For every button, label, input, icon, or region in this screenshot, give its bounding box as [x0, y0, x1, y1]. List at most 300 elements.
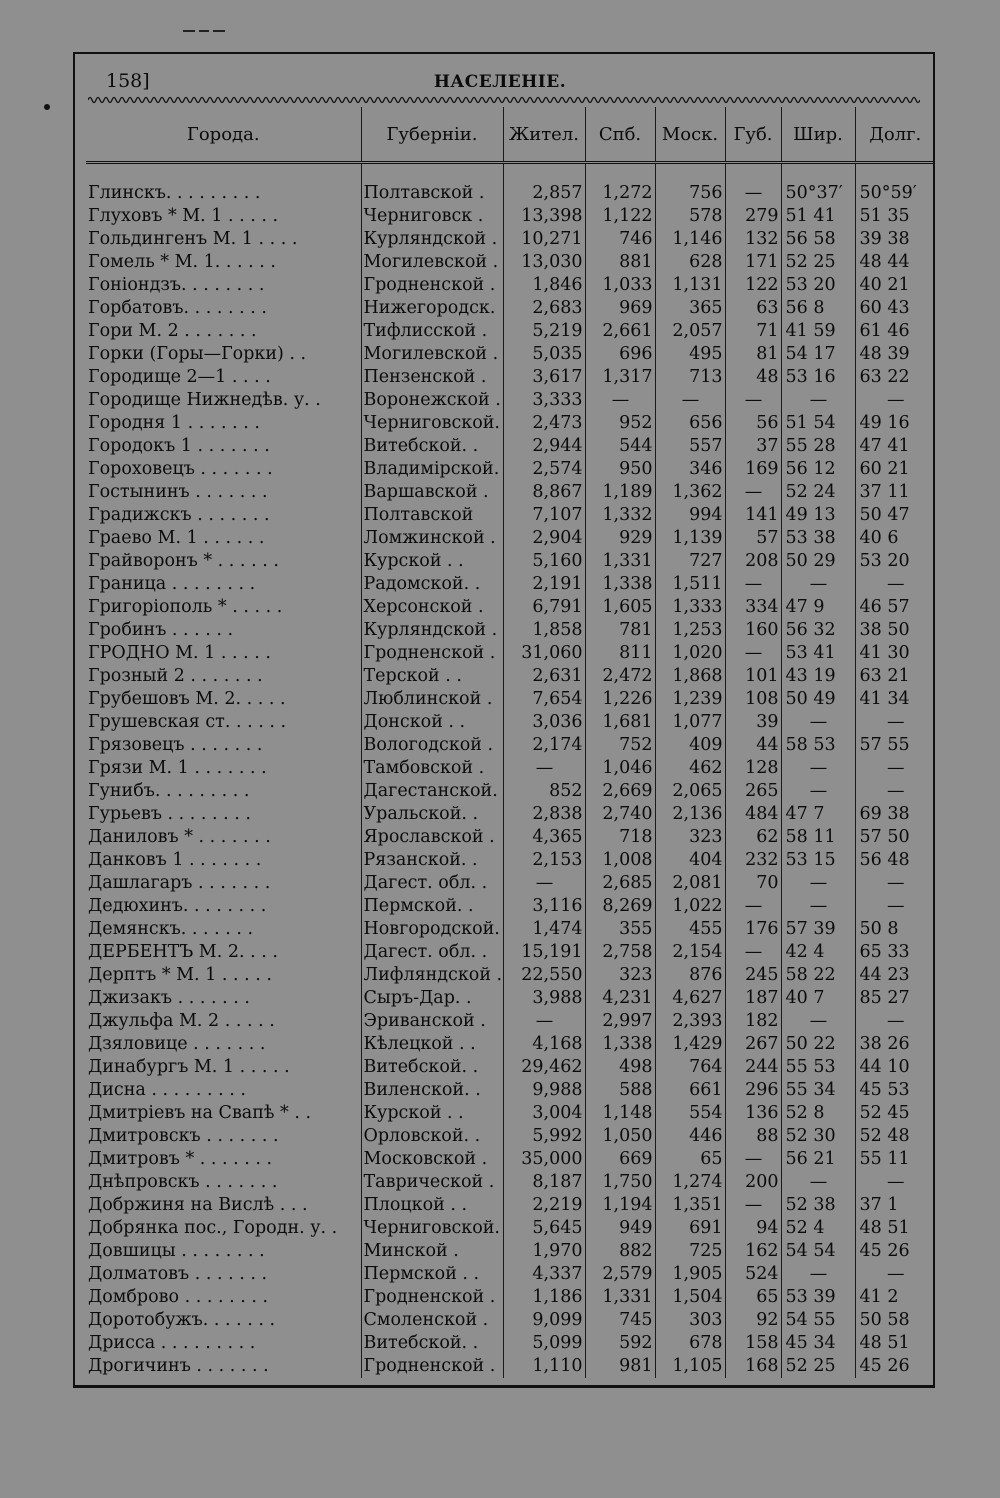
cell-dist-spb: 718: [585, 826, 655, 849]
cell-longitude: —: [887, 896, 905, 916]
cell-dist-spb: 1,148: [585, 1102, 655, 1125]
cell-latitude: 58 53: [781, 734, 855, 757]
cell-province: Владимірской.: [361, 458, 503, 481]
cell-dist-spb: 1,046: [585, 757, 655, 780]
cell-dist-gub: 187: [725, 987, 781, 1010]
table-row: [86, 1286, 935, 1309]
cell-latitude: 53 20: [781, 274, 855, 297]
table-row: [86, 320, 935, 343]
cell-longitude: 60 21: [859, 459, 910, 479]
cell-dist-spb: 1,272: [585, 182, 655, 205]
cell-dist-moscow: 455: [655, 918, 725, 941]
cell-province: Нижегородск.: [361, 297, 503, 320]
cell-longitude: 56 48: [859, 850, 910, 870]
cell-dist-moscow: 656: [655, 412, 725, 435]
cell-city: Грозный 2 . . . . . . .: [86, 665, 361, 688]
cell-inhabitants: 1,970: [503, 1240, 585, 1263]
cell-dist-spb: 929: [585, 527, 655, 550]
margin-dot: [44, 104, 50, 110]
cell-dist-moscow: 994: [655, 504, 725, 527]
cell-dist-moscow: 1,274: [655, 1171, 725, 1194]
cell-city: Динабургъ М. 1 . . . . .: [86, 1056, 361, 1079]
cell-longitude: 50 58: [859, 1310, 910, 1330]
cell-city: Дмитровъ * . . . . . . .: [86, 1148, 361, 1171]
cell-province: Ломжинской .: [361, 527, 503, 550]
population-table-container: [86, 107, 935, 1378]
cell-longitude: 41 30: [859, 643, 910, 663]
table-row: [86, 642, 935, 665]
cell-dist-moscow: 691: [655, 1217, 725, 1240]
cell-latitude: —: [781, 872, 855, 895]
cell-latitude: —: [781, 780, 855, 803]
table-row: [86, 1217, 935, 1240]
cell-city: Гороховецъ . . . . . . .: [86, 458, 361, 481]
cell-dist-moscow: 1,253: [655, 619, 725, 642]
cell-longitude: 47 41: [859, 436, 910, 456]
cell-inhabitants: 13,030: [503, 251, 585, 274]
cell-latitude: 52 8: [781, 1102, 855, 1125]
cell-province: Витебской. .: [361, 435, 503, 458]
table-row: [86, 228, 935, 251]
cell-latitude: 52 25: [781, 1355, 855, 1378]
cell-city: Грязовецъ . . . . . . .: [86, 734, 361, 757]
cell-province: Донской . .: [361, 711, 503, 734]
cell-dist-moscow: 2,065: [655, 780, 725, 803]
cell-latitude: 53 39: [781, 1286, 855, 1309]
table-row: [86, 458, 935, 481]
cell-latitude: 43 19: [781, 665, 855, 688]
table-row: [86, 803, 935, 826]
cell-dist-spb: 1,605: [585, 596, 655, 619]
table-row: [86, 274, 935, 297]
table-header-row: [86, 107, 935, 163]
cell-latitude: —: [781, 711, 855, 734]
cell-dist-spb: 981: [585, 1355, 655, 1378]
table-row: [86, 849, 935, 872]
cell-dist-spb: 1,338: [585, 573, 655, 596]
cell-city: Дашлагаръ . . . . . . .: [86, 872, 361, 895]
cell-longitude: 52 45: [859, 1103, 910, 1123]
table-row: [86, 504, 935, 527]
cell-inhabitants: 2,153: [503, 849, 585, 872]
cell-province: Новгородской.: [361, 918, 503, 941]
cell-dist-gub: 136: [725, 1102, 781, 1125]
cell-latitude: 55 53: [781, 1056, 855, 1079]
cell-province: Эриванской .: [361, 1010, 503, 1033]
cell-inhabitants: 2,219: [503, 1194, 585, 1217]
cell-dist-spb: 4,231: [585, 987, 655, 1010]
table-row: [86, 1079, 935, 1102]
cell-dist-gub: 176: [725, 918, 781, 941]
cell-latitude: 42 4: [781, 941, 855, 964]
cell-dist-spb: 2,997: [585, 1010, 655, 1033]
cell-dist-spb: 1,338: [585, 1033, 655, 1056]
cell-dist-moscow: 409: [655, 734, 725, 757]
table-row: [86, 481, 935, 504]
cell-dist-gub: —: [725, 481, 781, 504]
cell-inhabitants: 6,791: [503, 596, 585, 619]
cell-longitude: 61 46: [859, 321, 910, 341]
cell-city: Данковъ 1 . . . . . . .: [86, 849, 361, 872]
table-row: [86, 918, 935, 941]
cell-latitude: 53 38: [781, 527, 855, 550]
cell-latitude: 56 12: [781, 458, 855, 481]
wavy-rule: [88, 95, 920, 105]
cell-longitude: 45 26: [859, 1356, 910, 1376]
cell-inhabitants: 2,838: [503, 803, 585, 826]
cell-latitude: 47 7: [781, 803, 855, 826]
cell-dist-gub: 63: [725, 297, 781, 320]
cell-dist-moscow: 2,393: [655, 1010, 725, 1033]
cell-inhabitants: 3,333: [503, 389, 585, 412]
cell-city: ГРОДНО М. 1 . . . . .: [86, 642, 361, 665]
cell-province: Пензенской .: [361, 366, 503, 389]
cell-city: Городище Нижнедѣв. у. .: [86, 389, 361, 412]
cell-dist-gub: 81: [725, 343, 781, 366]
cell-latitude: 53 15: [781, 849, 855, 872]
cell-dist-spb: 498: [585, 1056, 655, 1079]
cell-city: Днѣпровскъ . . . . . . .: [86, 1171, 361, 1194]
cell-province: Рязанской. .: [361, 849, 503, 872]
header-cities: Города.: [86, 107, 361, 163]
cell-dist-spb: 950: [585, 458, 655, 481]
cell-inhabitants: 8,867: [503, 481, 585, 504]
table-row: [86, 1240, 935, 1263]
cell-province: Черниговской.: [361, 1217, 503, 1240]
cell-longitude: 39 38: [859, 229, 910, 249]
cell-latitude: 52 4: [781, 1217, 855, 1240]
cell-inhabitants: 3,116: [503, 895, 585, 918]
cell-inhabitants: 8,187: [503, 1171, 585, 1194]
cell-dist-moscow: —: [655, 389, 725, 412]
cell-dist-moscow: 727: [655, 550, 725, 573]
cell-latitude: 52 30: [781, 1125, 855, 1148]
cell-province: Плоцкой . .: [361, 1194, 503, 1217]
table-row: [86, 757, 935, 780]
cell-dist-gub: 65: [725, 1286, 781, 1309]
cell-dist-moscow: 628: [655, 251, 725, 274]
cell-city: Дерптъ * М. 1 . . . . .: [86, 964, 361, 987]
cell-dist-spb: 811: [585, 642, 655, 665]
cell-inhabitants: 3,617: [503, 366, 585, 389]
cell-dist-gub: 279: [725, 205, 781, 228]
cell-province: Терской . .: [361, 665, 503, 688]
cell-province: Уральской. .: [361, 803, 503, 826]
cell-province: Смоленской .: [361, 1309, 503, 1332]
cell-dist-spb: 1,750: [585, 1171, 655, 1194]
cell-city: Дрогичинъ . . . . . . .: [86, 1355, 361, 1378]
cell-latitude: 56 58: [781, 228, 855, 251]
cell-city: Граево М. 1 . . . . . .: [86, 527, 361, 550]
cell-longitude: 48 51: [859, 1218, 910, 1238]
cell-dist-moscow: 446: [655, 1125, 725, 1148]
cell-inhabitants: 2,473: [503, 412, 585, 435]
cell-city: Горки (Горы—Горки) . .: [86, 343, 361, 366]
table-row: [86, 1056, 935, 1079]
cell-longitude: 38 26: [859, 1034, 910, 1054]
table-row: [86, 1263, 935, 1286]
cell-inhabitants: 2,904: [503, 527, 585, 550]
cell-dist-moscow: 2,136: [655, 803, 725, 826]
cell-dist-gub: 56: [725, 412, 781, 435]
cell-latitude: 40 7: [781, 987, 855, 1010]
table-row: [86, 1332, 935, 1355]
cell-latitude: 53 41: [781, 642, 855, 665]
cell-inhabitants: 31,060: [503, 642, 585, 665]
cell-dist-spb: 1,317: [585, 366, 655, 389]
cell-longitude: 44 10: [859, 1057, 910, 1077]
cell-dist-gub: 244: [725, 1056, 781, 1079]
cell-longitude: 44 23: [859, 965, 910, 985]
cell-inhabitants: 2,944: [503, 435, 585, 458]
cell-dist-gub: 171: [725, 251, 781, 274]
cell-city: Грубешовъ М. 2. . . . .: [86, 688, 361, 711]
cell-dist-moscow: 678: [655, 1332, 725, 1355]
cell-inhabitants: 7,107: [503, 504, 585, 527]
cell-longitude: 50°59′: [859, 183, 917, 203]
cell-city: Гоніондзъ. . . . . . . .: [86, 274, 361, 297]
table-row: [86, 550, 935, 573]
table-row: [86, 251, 935, 274]
cell-inhabitants: 1,858: [503, 619, 585, 642]
cell-inhabitants: 2,574: [503, 458, 585, 481]
cell-city: Глинскъ. . . . . . . . .: [86, 182, 361, 205]
cell-longitude: 63 21: [859, 666, 910, 686]
cell-province: Витебской. .: [361, 1056, 503, 1079]
cell-dist-spb: 881: [585, 251, 655, 274]
cell-dist-spb: 323: [585, 964, 655, 987]
cell-province: Дагест. обл. .: [361, 872, 503, 895]
table-row: [86, 734, 935, 757]
header-inhabitants: Жител.: [503, 107, 585, 163]
cell-city: Гунибъ. . . . . . . . .: [86, 780, 361, 803]
cell-province: Гродненской .: [361, 274, 503, 297]
table-row: [86, 205, 935, 228]
cell-dist-spb: 1,194: [585, 1194, 655, 1217]
cell-dist-spb: 2,579: [585, 1263, 655, 1286]
cell-longitude: 37 11: [859, 482, 910, 502]
cell-dist-spb: 1,332: [585, 504, 655, 527]
cell-latitude: —: [781, 389, 855, 412]
cell-dist-gub: —: [725, 182, 781, 205]
cell-longitude: —: [887, 1011, 905, 1031]
cell-dist-spb: —: [585, 389, 655, 412]
cell-dist-gub: 208: [725, 550, 781, 573]
cell-longitude: 45 53: [859, 1080, 910, 1100]
cell-dist-gub: 37: [725, 435, 781, 458]
cell-dist-gub: —: [725, 642, 781, 665]
cell-inhabitants: 22,550: [503, 964, 585, 987]
cell-inhabitants: 852: [503, 780, 585, 803]
cell-province: Курской . .: [361, 1102, 503, 1125]
cell-dist-gub: 101: [725, 665, 781, 688]
cell-dist-gub: 88: [725, 1125, 781, 1148]
cell-dist-gub: —: [725, 1148, 781, 1171]
cell-dist-gub: 44: [725, 734, 781, 757]
cell-longitude: 63 22: [859, 367, 910, 387]
cell-longitude: —: [887, 1172, 905, 1192]
cell-dist-gub: 158: [725, 1332, 781, 1355]
cell-inhabitants: 3,004: [503, 1102, 585, 1125]
table-row: [86, 1010, 935, 1033]
cell-inhabitants: —: [503, 872, 585, 895]
cell-city: Довшицы . . . . . . . .: [86, 1240, 361, 1263]
cell-latitude: 49 13: [781, 504, 855, 527]
cell-dist-spb: 2,661: [585, 320, 655, 343]
cell-dist-gub: 182: [725, 1010, 781, 1033]
table-row: [86, 619, 935, 642]
cell-dist-spb: 969: [585, 297, 655, 320]
cell-province: Полтавской .: [361, 182, 503, 205]
cell-city: Демянскъ. . . . . . .: [86, 918, 361, 941]
cell-latitude: 47 9: [781, 596, 855, 619]
cell-longitude: 46 57: [859, 597, 910, 617]
header-provinces: Губерніи.: [361, 107, 503, 163]
cell-dist-gub: —: [725, 389, 781, 412]
cell-city: Горбатовъ. . . . . . . .: [86, 297, 361, 320]
cell-dist-moscow: 4,627: [655, 987, 725, 1010]
cell-dist-moscow: 1,131: [655, 274, 725, 297]
cell-latitude: 53 16: [781, 366, 855, 389]
cell-dist-gub: 62: [725, 826, 781, 849]
cell-dist-gub: 524: [725, 1263, 781, 1286]
cell-dist-moscow: 661: [655, 1079, 725, 1102]
cell-province: Кѣлецкой . .: [361, 1033, 503, 1056]
cell-province: Черниговской.: [361, 412, 503, 435]
table-row: [86, 366, 935, 389]
cell-dist-moscow: 1,429: [655, 1033, 725, 1056]
cell-dist-spb: 1,008: [585, 849, 655, 872]
cell-province: Лифляндской .: [361, 964, 503, 987]
cell-city: Добржиня на Вислѣ . . .: [86, 1194, 361, 1217]
cell-province: Минской .: [361, 1240, 503, 1263]
cell-dist-moscow: 1,022: [655, 895, 725, 918]
cell-city: Долматовъ . . . . . . .: [86, 1263, 361, 1286]
cell-city: Глуховъ * М. 1 . . . . .: [86, 205, 361, 228]
cell-city: Дмитріевъ на Свапѣ * . .: [86, 1102, 361, 1125]
cell-city: Городня 1 . . . . . . .: [86, 412, 361, 435]
cell-city: Гурьевъ . . . . . . . .: [86, 803, 361, 826]
cell-longitude: 57 55: [859, 735, 910, 755]
cell-city: Гори М. 2 . . . . . . .: [86, 320, 361, 343]
cell-dist-moscow: 1,511: [655, 573, 725, 596]
cell-dist-moscow: 365: [655, 297, 725, 320]
cell-latitude: 45 34: [781, 1332, 855, 1355]
header-longitude: Долг.: [855, 107, 935, 163]
cell-province: Варшавской .: [361, 481, 503, 504]
cell-latitude: —: [781, 1263, 855, 1286]
cell-longitude: —: [887, 873, 905, 893]
cell-province: Могилевской .: [361, 343, 503, 366]
cell-dist-gub: 169: [725, 458, 781, 481]
cell-longitude: —: [887, 574, 905, 594]
cell-city: Городище 2—1 . . . .: [86, 366, 361, 389]
cell-inhabitants: 9,099: [503, 1309, 585, 1332]
cell-dist-moscow: 462: [655, 757, 725, 780]
cell-province: Радомской. .: [361, 573, 503, 596]
cell-latitude: —: [781, 1010, 855, 1033]
table-row: [86, 1309, 935, 1332]
cell-dist-gub: 484: [725, 803, 781, 826]
cell-inhabitants: 5,035: [503, 343, 585, 366]
cell-dist-moscow: 65: [655, 1148, 725, 1171]
cell-inhabitants: 5,160: [503, 550, 585, 573]
cell-province: Черниговск .: [361, 205, 503, 228]
cell-province: Люблинской .: [361, 688, 503, 711]
cell-province: Дагест. обл. .: [361, 941, 503, 964]
cell-longitude: 50 8: [859, 919, 899, 939]
cell-dist-gub: —: [725, 941, 781, 964]
table-row: [86, 389, 935, 412]
cell-inhabitants: 1,846: [503, 274, 585, 297]
cell-latitude: 52 24: [781, 481, 855, 504]
cell-inhabitants: 9,988: [503, 1079, 585, 1102]
cell-dist-moscow: 1,504: [655, 1286, 725, 1309]
cell-longitude: 41 2: [859, 1287, 899, 1307]
cell-city: Дисна . . . . . . . . .: [86, 1079, 361, 1102]
cell-dist-moscow: 1,239: [655, 688, 725, 711]
cell-dist-spb: 1,033: [585, 274, 655, 297]
cell-inhabitants: —: [503, 1010, 585, 1033]
table-row: [86, 665, 935, 688]
cell-dist-moscow: 1,905: [655, 1263, 725, 1286]
cell-dist-gub: —: [725, 573, 781, 596]
cell-dist-moscow: 1,146: [655, 228, 725, 251]
cell-dist-moscow: 554: [655, 1102, 725, 1125]
cell-longitude: 48 44: [859, 252, 910, 272]
cell-latitude: 58 11: [781, 826, 855, 849]
cell-dist-gub: 267: [725, 1033, 781, 1056]
cell-province: Витебской. .: [361, 1332, 503, 1355]
table-row: [86, 527, 935, 550]
cell-latitude: 50 29: [781, 550, 855, 573]
cell-latitude: 50 49: [781, 688, 855, 711]
top-ornament-mark: [183, 30, 225, 33]
cell-dist-spb: 2,669: [585, 780, 655, 803]
cell-longitude: 38 50: [859, 620, 910, 640]
cell-inhabitants: 2,174: [503, 734, 585, 757]
cell-dist-moscow: 876: [655, 964, 725, 987]
cell-longitude: 69 38: [859, 804, 910, 824]
table-spacer-row: [86, 163, 935, 183]
cell-dist-spb: 952: [585, 412, 655, 435]
cell-latitude: —: [781, 1171, 855, 1194]
cell-city: Джульфа М. 2 . . . . .: [86, 1010, 361, 1033]
cell-longitude: —: [887, 1264, 905, 1284]
cell-inhabitants: 2,631: [503, 665, 585, 688]
cell-longitude: —: [887, 781, 905, 801]
cell-province: Пермской. .: [361, 895, 503, 918]
cell-dist-gub: 296: [725, 1079, 781, 1102]
cell-longitude: 48 39: [859, 344, 910, 364]
cell-dist-gub: —: [725, 1194, 781, 1217]
cell-inhabitants: 29,462: [503, 1056, 585, 1079]
table-row: [86, 1125, 935, 1148]
cell-dist-moscow: 1,362: [655, 481, 725, 504]
cell-dist-moscow: 578: [655, 205, 725, 228]
cell-dist-moscow: 346: [655, 458, 725, 481]
cell-dist-gub: 232: [725, 849, 781, 872]
table-row: [86, 941, 935, 964]
cell-dist-moscow: 725: [655, 1240, 725, 1263]
cell-latitude: 55 28: [781, 435, 855, 458]
table-row: [86, 343, 935, 366]
cell-dist-spb: 2,758: [585, 941, 655, 964]
cell-latitude: 58 22: [781, 964, 855, 987]
cell-province: Гродненской .: [361, 1355, 503, 1378]
cell-latitude: —: [781, 757, 855, 780]
cell-city: Дедюхинъ. . . . . . . .: [86, 895, 361, 918]
